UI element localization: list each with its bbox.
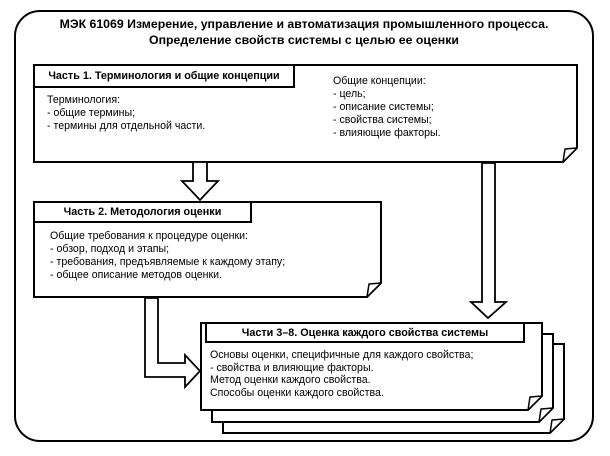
part1-terminology-list [47, 94, 205, 133]
part1-concepts-list [333, 75, 441, 140]
text-line: Общие концепции: [333, 75, 426, 87]
text-line: - свойства системы; [333, 114, 432, 126]
part1-folded-corner-icon [563, 148, 577, 162]
part2-header [33, 201, 252, 223]
text-line: - цель; [333, 88, 366, 100]
text-line: Общие требования к процедуре оценки: [50, 230, 248, 242]
text-line: - описание системы; [333, 101, 434, 113]
text-line: - требования, предъявляемые к каждому этапу; [50, 256, 286, 268]
text-line: - общие термины; [47, 107, 136, 119]
part2-header-label: Часть 2. Методология оценки [63, 206, 222, 218]
parts3-8-header-label: Части 3–8. Оценка каждого свойства системы [241, 326, 489, 339]
text-line: - общее описание методов оценки. [50, 269, 223, 281]
parts3-8-content-list [210, 349, 473, 399]
parts3-8-box [200, 322, 543, 411]
part1-header [33, 64, 295, 88]
part1-box [33, 64, 578, 163]
text-line: - свойства и влияющие факторы. [210, 361, 374, 374]
part2-folded-corner-icon [367, 283, 381, 297]
title-line-2: Определение свойств системы с целью ее оценки [149, 33, 459, 47]
part2-box [33, 201, 382, 298]
text-line: Метод оценки каждого свойства. [210, 374, 371, 386]
text-line: - обзор, подход и этапы; [50, 243, 170, 255]
text-line: Способы оценки каждого свойства. [210, 386, 384, 399]
diagram-title [14, 16, 594, 48]
part1-header-label: Часть 1. Терминология и общие концепции [48, 70, 280, 82]
text-line: - влияющие факторы. [333, 127, 441, 139]
text-line: - термины для отдельной части. [47, 120, 206, 132]
text-line: Основы оценки, специфичные для каждого свойства; [210, 349, 474, 361]
parts3-8-folded-corner-icon [528, 396, 542, 410]
text-line: Терминология: [47, 94, 121, 106]
title-line-1: МЭК 61069 Измерение, управление и автоматизация промышленного процесса. [59, 17, 549, 31]
part2-requirements-list [50, 230, 285, 282]
parts3-8-header [205, 322, 525, 343]
